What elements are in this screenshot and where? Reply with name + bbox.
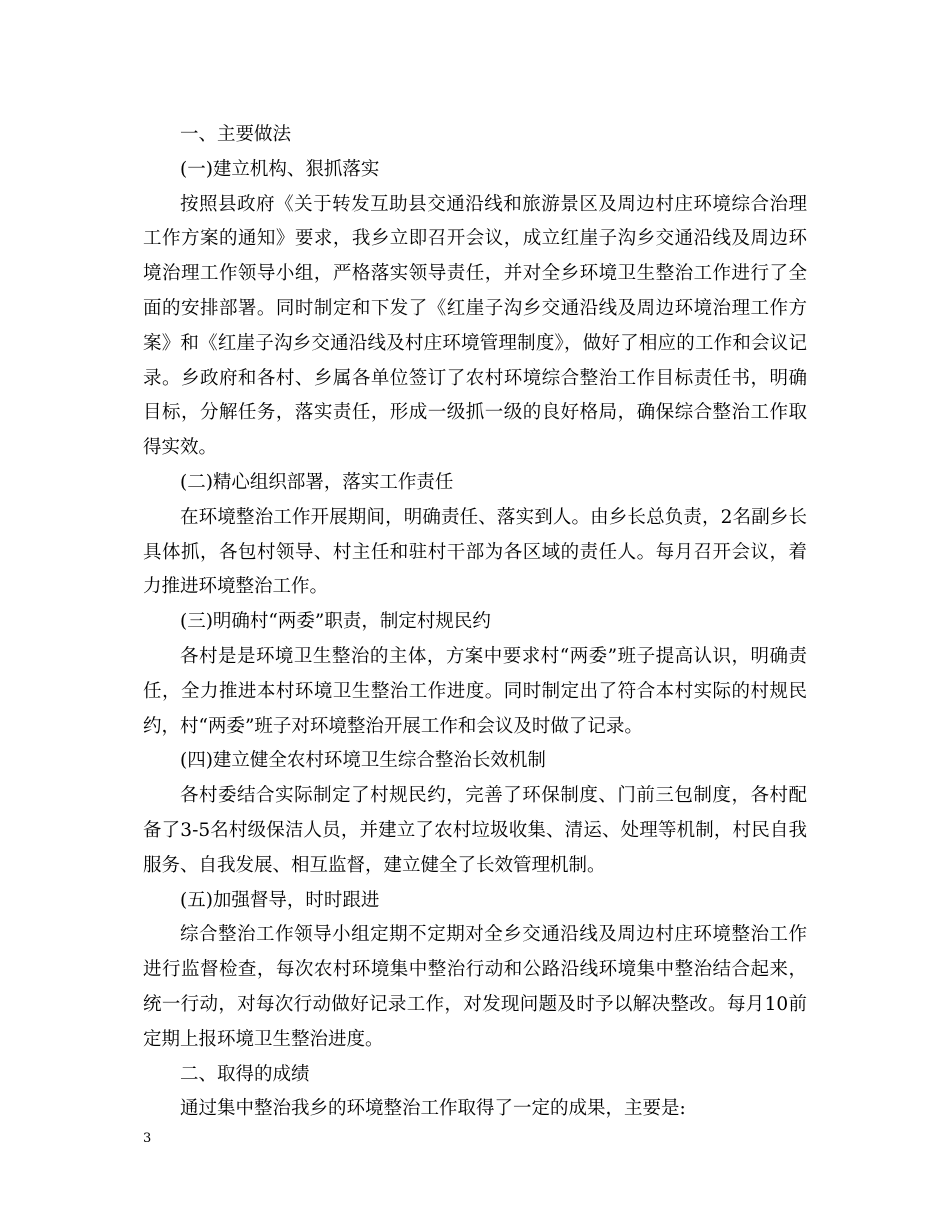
body-paragraph-3: 各村是是环境卫生整治的主体，方案中要求村“两委”班子提高认识，明确责任，全力推进本村环境卫生整治工作进度。同时制定出了符合本村实际的村规民约，村“两委”班子对环境整治开展工作和会议及时做了记录。 [143, 645, 807, 737]
subsection-heading-4: (四)建立健全农村环境卫生综合整治长效机制 [180, 750, 546, 772]
section-heading-achievements: 二、取得的成绩 [180, 1063, 310, 1085]
subsection-heading-3: (三)明确村“两委”职责，制定村规民约 [180, 611, 491, 633]
body-paragraph-5: 综合整治工作领导小组定期不定期对全乡交通沿线及周边村庄环境整治工作进行监督检查，每次农村环境集中整治行动和公路沿线环境集中整治结合起来，统一行动，对每次行动做好记录工作，对发现问题及时予以解决整改。每月10前定期上报环境卫生整治进度。 [143, 924, 807, 1050]
body-paragraph-1: 按照县政府《关于转发互助县交通沿线和旅游景区及周边村庄环境综合治理工作方案的通知》要求，我乡立即召开会议，成立红崖子沟乡交通沿线及周边环境治理工作领导小组，严格落实领导责任，并对全乡环境卫生整治工作进行了全面的安排部署。同时制定和下发了《红崖子沟乡交通沿线及周边环境治理工作方案》和《红崖子沟乡交通沿线及村庄环境管理制度》，做好了相应的工作和会议记录。乡政府和各村、乡属各单位签订了农村环境综合整治工作目标责任书，明确目标，分解任务，落实责任，形成一级抓一级的良好格局，确保综合整治工作取得实效。 [143, 193, 807, 459]
section-heading-main-practices: 一、主要做法 [180, 124, 292, 145]
body-paragraph-6: 通过集中整治我乡的环境整治工作取得了一定的成果，主要是: [180, 1098, 686, 1120]
page-number: 3 [143, 1131, 152, 1146]
subsection-heading-1: (一)建立机构、狠抓落实 [180, 158, 380, 180]
body-paragraph-2: 在环境整治工作开展期间，明确责任、落实到人。由乡长总负责，2名副乡长具体抓，各包村领导、村主任和驻村干部为各区域的责任人。每月召开会议，着力推进环境整治工作。 [143, 506, 807, 598]
body-paragraph-4: 各村委结合实际制定了村规民约，完善了环保制度、门前三包制度，各村配备了3-5名村级保洁人员，并建立了农村垃圾收集、清运、处理等机制，村民自我服务、自我发展、相互监督，建立健全了长效管理机制。 [143, 785, 807, 876]
subsection-heading-2: (二)精心组织部署，落实工作责任 [180, 471, 454, 493]
subsection-heading-5: (五)加强督导，时时跟进 [180, 889, 380, 911]
document-body [143, 118, 807, 1127]
